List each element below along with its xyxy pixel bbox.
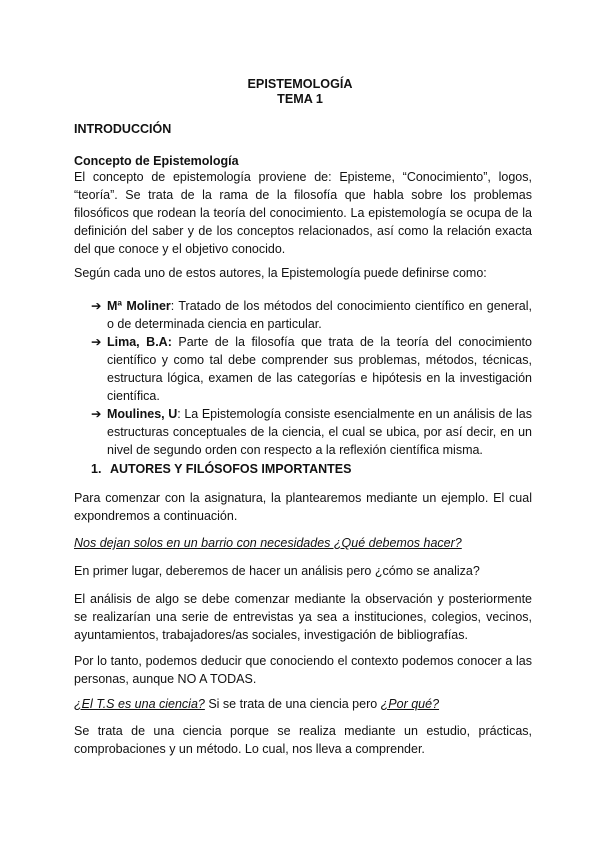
section-paragraph-6: ¿El T.S es una ciencia? Si se trata de una ciencia pero ¿Por qué? [74, 697, 440, 711]
section-paragraph-5: Por lo tanto, podemos deducir que conociendo el contexto podemos conocer a las personas, aunque NO A TODAS. [74, 654, 532, 686]
section-paragraph-1: Para comenzar con la asignatura, la plantearemos mediante un ejemplo. El cual expondremos a continuación. [74, 491, 532, 523]
definition-author: Lima, B.A: [107, 335, 172, 349]
definitions-list [91, 297, 532, 459]
definition-author: Mª Moliner [107, 299, 171, 313]
definition-text: Tratado de los métodos del conocimiento científico en general, o de determinada ciencia en particular. [107, 299, 532, 331]
concept-heading: Concepto de Epistemología [74, 154, 239, 168]
definition-item: ➔ Mª Moliner: Tratado de los métodos del conocimiento científico en general, o de determinada ciencia en particular. [91, 299, 532, 331]
section-heading [91, 460, 549, 478]
definition-item [91, 333, 532, 405]
definition-text: Parte de la filosofía que trata de la teoría del conocimiento científico y como tal debe comprender sus problemas, métodos, técnicas, estructura lógica, examen de las categorías e hipótesis en la investigación científica. [107, 335, 532, 403]
question-why: ¿Por qué? [380, 697, 440, 711]
section-question-1: Nos dejan solos en un barrio con necesidades ¿Qué debemos hacer? [74, 536, 462, 550]
section-number: 1. [91, 462, 102, 476]
section-paragraph-3: En primer lugar, deberemos de hacer un análisis pero ¿cómo se analiza? [74, 564, 480, 578]
definition-author: Moulines, U [107, 407, 178, 421]
arrow-right-icon: ➔ [91, 407, 102, 421]
section-paragraph-4: El análisis de algo se debe comenzar mediante la observación y posteriormente se realizarían una serie de entrevistas ya sea a instituciones, colegios, vecinos, ayuntamientos, trabajadores/as sociales, investigación de bibliografías. [74, 592, 532, 642]
intro-heading: INTRODUCCIÓN [74, 122, 172, 136]
section-title: AUTORES Y FILÓSOFOS IMPORTANTES [110, 462, 352, 476]
definition-item: ➔ Moulines, U: La Epistemología consiste esencialmente en un análisis de las estructuras conceptuales de la ciencia, el cual se ubica, por así decir, en un nivel de segundo orden con respecto a la reflexión científica misma. [91, 407, 532, 457]
question-ts-science: ¿El T.S es una ciencia? [74, 697, 205, 711]
section-paragraph-7: Se trata de una ciencia porque se realiza mediante un estudio, prácticas, comprobaciones y un método. Lo cual, nos lleva a comprender. [74, 724, 532, 756]
arrow-right-icon: ➔ [91, 299, 102, 313]
authors-intro: Según cada uno de estos autores, la Epistemología puede definirse como: [74, 266, 487, 280]
arrow-right-icon: ➔ [91, 335, 102, 349]
document-subtitle: TEMA 1 [277, 92, 323, 106]
concept-paragraph: El concepto de epistemología proviene de: Episteme, “Conocimiento”, logos, “teoría”. Se trata de la rama de la filosofía que habla sobre los problemas filosóficos que rodean la teoría del conocimiento. La epistemología se ocupa de la definición del saber y de los conceptos relacionados, así como la relación exacta del que conoce y el objetivo conocido. [74, 170, 532, 256]
definition-text: La Epistemología consiste esencialmente en un análisis de las estructuras conceptuales de la ciencia, el cual se ubica, por así decir, en un nivel de segundo orden con respecto a la reflexión científica misma. [107, 407, 532, 457]
document-title: EPISTEMOLOGÍA [247, 77, 353, 91]
